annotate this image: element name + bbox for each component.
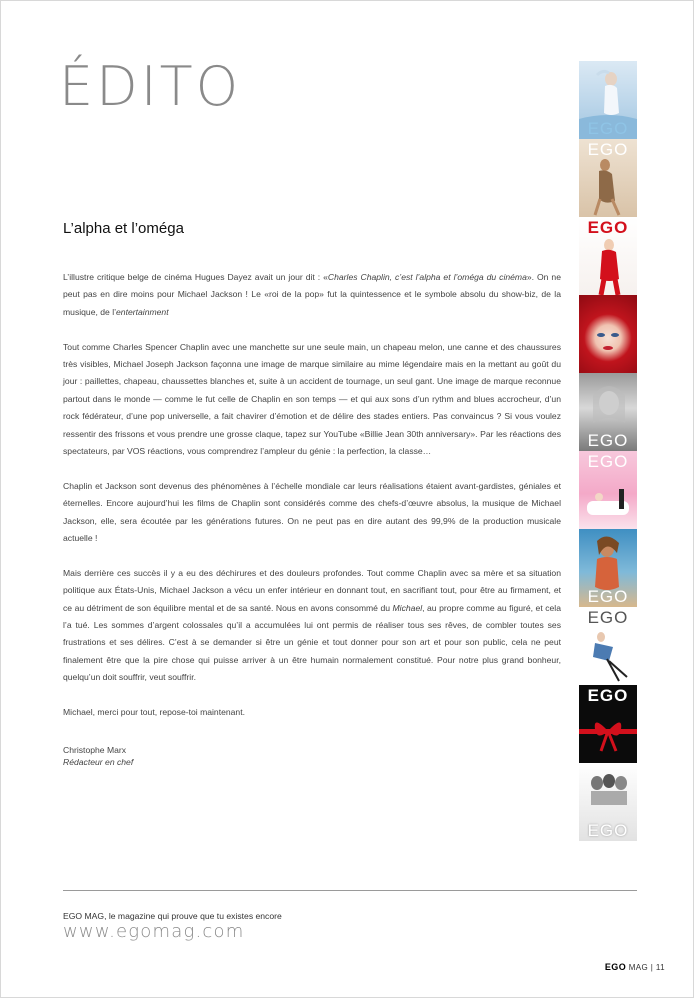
folio-brand: EGO xyxy=(604,962,627,972)
cover-thumbnail xyxy=(579,373,637,451)
cover-brand: EGO xyxy=(587,686,629,705)
paragraph-1 xyxy=(63,269,561,321)
cover-brand: EGO xyxy=(587,821,629,840)
p4-michael: Michael xyxy=(392,602,423,613)
cover-thumbnail xyxy=(579,61,637,139)
p1-quote: Charles Chaplin, c’est l’alpha et l’oméga du cinéma xyxy=(327,272,527,282)
article-heading: L’alpha et l’oméga xyxy=(63,220,184,237)
cover-thumbnail xyxy=(579,607,637,685)
cover-thumbnail xyxy=(579,685,637,763)
article-body xyxy=(63,269,561,739)
cover-face-image xyxy=(579,295,637,373)
p1-text-a: L’illustre critique belge de cinéma Hugues Dayez avait un jour dit : « xyxy=(63,272,328,282)
cover-scene-image xyxy=(579,451,637,529)
p4-text-c: , au propre comme au figuré, et cela l’a tué. Les sommes d’argent colossales qu’il a accumulées lui ont permis de réaliser tous ses rêves, de combler toutes ses frustrations et ses délires. C’est à se demander si être un génie et tout donner pour son art et pour son public, cela ne peut finalement être que la pire chose qui puisse arriver à un être humain normalement constitué. Pour notre plus grand bonheur, quelqu’un doit souffrir, veut souffrir. xyxy=(63,602,561,683)
cover-thumbnail xyxy=(579,217,637,295)
cover-strip xyxy=(579,61,637,841)
cover-thumbnail xyxy=(579,763,637,841)
cover-brand: EGO xyxy=(587,431,629,450)
page-folio xyxy=(605,962,665,972)
cover-thumbnail xyxy=(579,295,637,373)
cover-thumbnail xyxy=(579,529,637,607)
footer-website-link[interactable]: www.egomag.com xyxy=(63,921,245,942)
footer-divider xyxy=(63,890,637,891)
p1-entertainment: entertainment xyxy=(116,306,169,317)
folio-page-number: MAG | 11 xyxy=(626,963,665,972)
cover-brand: EGO xyxy=(587,452,629,471)
cover-brand: EGO xyxy=(587,140,629,159)
cover-figure-image xyxy=(579,139,637,217)
paragraph-4 xyxy=(63,565,561,687)
cover-thumbnail xyxy=(579,451,637,529)
cover-brand: EGO xyxy=(587,608,629,627)
cover-figure-image xyxy=(579,217,637,295)
paragraph-2: Tout comme Charles Spencer Chaplin avec une manchette sur une seule main, un chapeau melon, une canne et des chaussures très visibles, Michael Joseph Jackson façonna une image de marque similaire au mime légendaire mais en la mettant au goût du jour : paillettes, chapeau, chaussettes blanches et, suite à un accident de tournage, un seul gant. Une image de marque reconnue partout dans le monde — comme le fut celle de Chaplin en son temps — et qui aux sons d’un rythm and blues accrocheur, d’un rock fédérateur, d’une pop universelle, a fait chavirer d’émotion et de délire des stades entiers. Pas convaincus ? Si vous voulez ressentir des frissons et vous prendre une grosse claque, tapez sur YouTube «Billie Jean 30th anniversary». Par les réactions des spectateurs, par VOS réactions, vous comprendrez l’ampleur du génie : la perfection, la classe… xyxy=(63,341,561,457)
ribbon-bow-image xyxy=(579,685,637,763)
page-title: ÉDITO xyxy=(59,55,242,118)
footer-tagline: EGO MAG, le magazine qui prouve que tu existes encore xyxy=(63,911,282,921)
p1-text-c: ». On ne peut pas en dire moins pour Michael Jackson ! Le «roi de la pop» fut la quintessence et le symbole absolu du show-biz, de la musique, de l’ xyxy=(63,272,561,317)
signature xyxy=(63,744,133,768)
p4-text-a: Mais derrière ces succès il y a eu des déchirures et des douleurs profondes. Tout comme Chaplin avec sa mère et sa situation politique aux États-Unis, Michael Jackson a vécu un enfer intérieur en donnant tout, en sacrifiant tout, pour être au firmament, et ce au détriment de son équilibre mental et de sa santé. Nous en avons consommé du xyxy=(63,567,561,613)
author-role: Rédacteur en chef xyxy=(63,757,134,767)
cover-brand: EGO xyxy=(587,119,629,138)
paragraph-5: Michael, merci pour tout, repose-toi maintenant. xyxy=(63,707,245,718)
author-name: Christophe Marx xyxy=(63,745,127,755)
cover-figure-image xyxy=(579,607,637,685)
paragraph-3: Chaplin et Jackson sont devenus des phénomènes à l’échelle mondiale car leurs réalisations étaient avant-gardistes, géniales et éternelles. Encore aujourd’hui les films de Chaplin sont considérés comme des chefs-d’œuvre absolus, la musique de Michael Jackson, elle, sera écoutée par les générations futures. On ne peut pas en dire autant des 99,9% de la production musicale actuelle ! xyxy=(63,480,561,544)
cover-thumbnail xyxy=(579,139,637,217)
cover-brand: EGO xyxy=(587,587,629,606)
cover-brand: EGO xyxy=(587,218,629,237)
